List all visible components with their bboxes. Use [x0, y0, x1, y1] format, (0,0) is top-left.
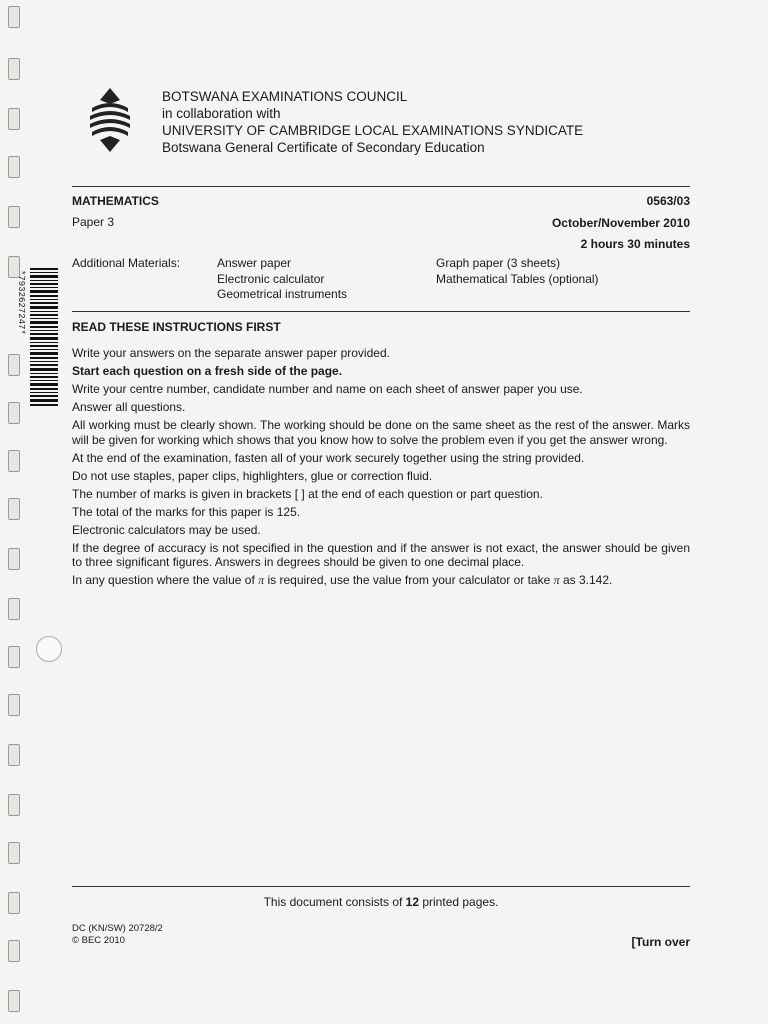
- instruction-line: Start each question on a fresh side of the page.: [72, 364, 343, 378]
- pi-text-3: as 3.142.: [559, 573, 613, 587]
- document-code-block: [72, 923, 163, 947]
- bec-logo-icon: [86, 86, 134, 154]
- pi-text-2: is required, use the value from your calculator or take: [264, 573, 554, 587]
- instruction-line: All working must be clearly shown. The working should be done on the same sheet as the rest of the answer. Marks will be given for working which shows that you know how to solve the problem even if you get the answer wrong.: [72, 418, 690, 447]
- paper-number: Paper 3: [72, 215, 115, 229]
- instruction-line: Electronic calculators may be used.: [72, 522, 261, 537]
- additional-materials-label: Additional Materials:: [72, 256, 181, 270]
- material-item: Electronic calculator: [217, 271, 325, 286]
- pi-text-1: In any question where the value of: [72, 573, 259, 587]
- certificate-name: Botswana General Certificate of Secondary Education: [162, 140, 485, 155]
- instructions-title: READ THESE INSTRUCTIONS FIRST: [72, 320, 281, 334]
- materials-list-2: [436, 256, 599, 287]
- instruction-line: The number of marks is given in brackets [ ] at the end of each question or part question.: [72, 486, 543, 501]
- pi-symbol: π: [553, 573, 560, 587]
- barcode-icon: [30, 268, 58, 408]
- exam-duration: 2 hours 30 minutes: [580, 237, 690, 251]
- council-name: BOTSWANA EXAMINATIONS COUNCIL: [162, 89, 408, 104]
- barcode-digits: *7932627247*: [16, 270, 26, 335]
- council-heading: [162, 88, 583, 156]
- punch-hole: [36, 636, 62, 662]
- material-item: Geometrical instruments: [217, 287, 348, 301]
- collab-text: in collaboration with: [162, 106, 281, 121]
- instruction-line: Do not use staples, paper clips, highlighters, glue or correction fluid.: [72, 468, 433, 483]
- instruction-line: At the end of the examination, fasten all of your work securely together using the string provided.: [72, 450, 585, 465]
- divider-top: [72, 186, 690, 187]
- dc-code: DC (KN/SW) 20728/2: [72, 923, 163, 934]
- syllabus-code: 0563/03: [646, 194, 690, 208]
- instruction-line: Write your answers on the separate answer paper provided.: [72, 346, 390, 360]
- material-item: Answer paper: [217, 256, 292, 270]
- instruction-line-pi: [72, 573, 690, 588]
- exam-session: October/November 2010: [551, 216, 690, 230]
- material-item: Mathematical Tables (optional): [436, 271, 599, 286]
- page-count: 12: [405, 895, 420, 909]
- subject-title: MATHEMATICS: [72, 194, 159, 208]
- instruction-line: The total of the marks for this paper is 125.: [72, 504, 301, 519]
- instructions-list: [72, 346, 690, 591]
- divider-bottom: [72, 886, 690, 887]
- page-count-note: [72, 895, 690, 909]
- pi-symbol: π: [258, 573, 265, 587]
- instruction-line: Answer all questions.: [72, 400, 186, 414]
- syndicate-name: UNIVERSITY OF CAMBRIDGE LOCAL EXAMINATIONS SYNDICATE: [162, 123, 584, 138]
- binder-holes: [6, 0, 24, 1024]
- instruction-line: Write your centre number, candidate number and name on each sheet of answer paper you use.: [72, 382, 583, 396]
- materials-list-1: [217, 256, 347, 303]
- turn-over-label: [Turn over: [631, 935, 690, 949]
- page-count-pre: This document consists of: [263, 895, 406, 909]
- material-item: Graph paper (3 sheets): [436, 256, 561, 270]
- copyright: © BEC 2010: [72, 935, 125, 946]
- page-count-post: printed pages.: [419, 895, 499, 909]
- instruction-line: If the degree of accuracy is not specified in the question and if the answer is not exact, the answer should be given to three significant figures. Answers in degrees should be given to one decimal place.: [72, 540, 690, 569]
- divider-middle: [72, 311, 690, 312]
